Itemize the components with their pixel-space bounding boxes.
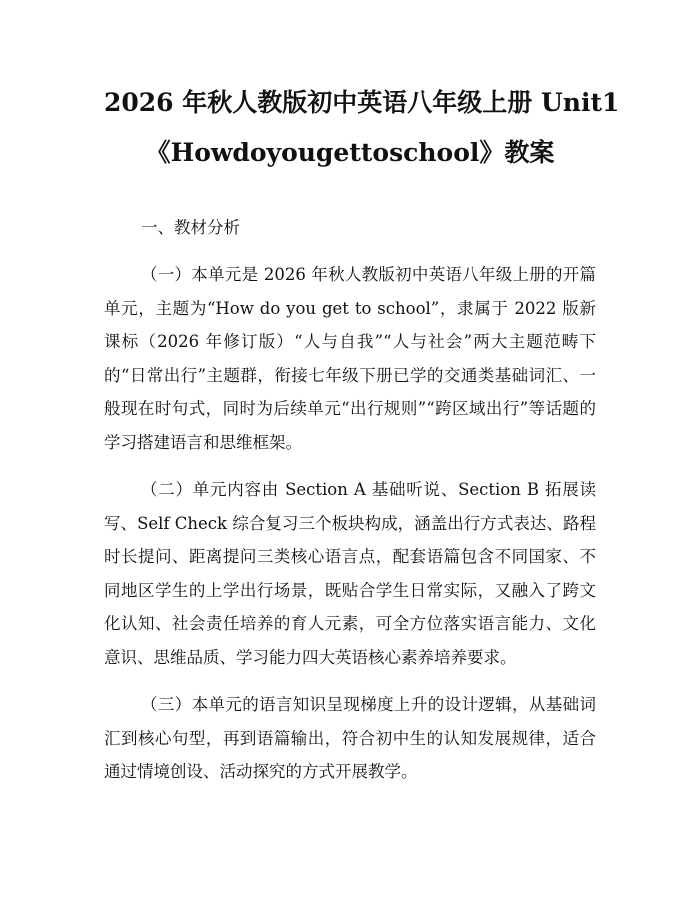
paragraph-1: （一）本单元是 2026 年秋人教版初中英语八年级上册的开篇单元，主题为“How do you get to school”，隶属于 2022 版新课标（2026 年修订版）“人与自我”“人与社会”两大主题范畴下的“日常出行”主题群，衔接七年级下册已学的交通类基础词汇、一般现在时句式，同时为后续单元“出行规则”“跨区域出行”等话题的学习搭建语言和思维框架。	[104, 265, 596, 452]
paragraph-3: （三）本单元的语言知识呈现梯度上升的设计逻辑，从基础词汇到核心句型，再到语篇输出，符合初中生的认知发展规律，适合通过情境创设、活动探究的方式开展教学。	[104, 695, 596, 781]
title-line-2: 《Howdoyougettoschool》教案	[145, 138, 555, 167]
paragraph-2: （二）单元内容由 Section A 基础听说、Section B 拓展读写、Self Check 综合复习三个板块构成，涵盖出行方式表达、路程时长提问、距离提问三类核心语言点，配套语篇包含不同国家、不同地区学生的上学出行场景，既贴合学生日常实际，又融入了跨文化认知、社会责任培养的育人元素，可全方位落实语言能力、文化意识、思维品质、学习能力四大英语核心素养培养要求。	[104, 480, 596, 667]
title-line-1: 2026 年秋人教版初中英语八年级上册 Unit1	[104, 88, 620, 117]
document-title	[104, 0, 620, 178]
section-heading: 一、教材分析	[141, 218, 240, 237]
